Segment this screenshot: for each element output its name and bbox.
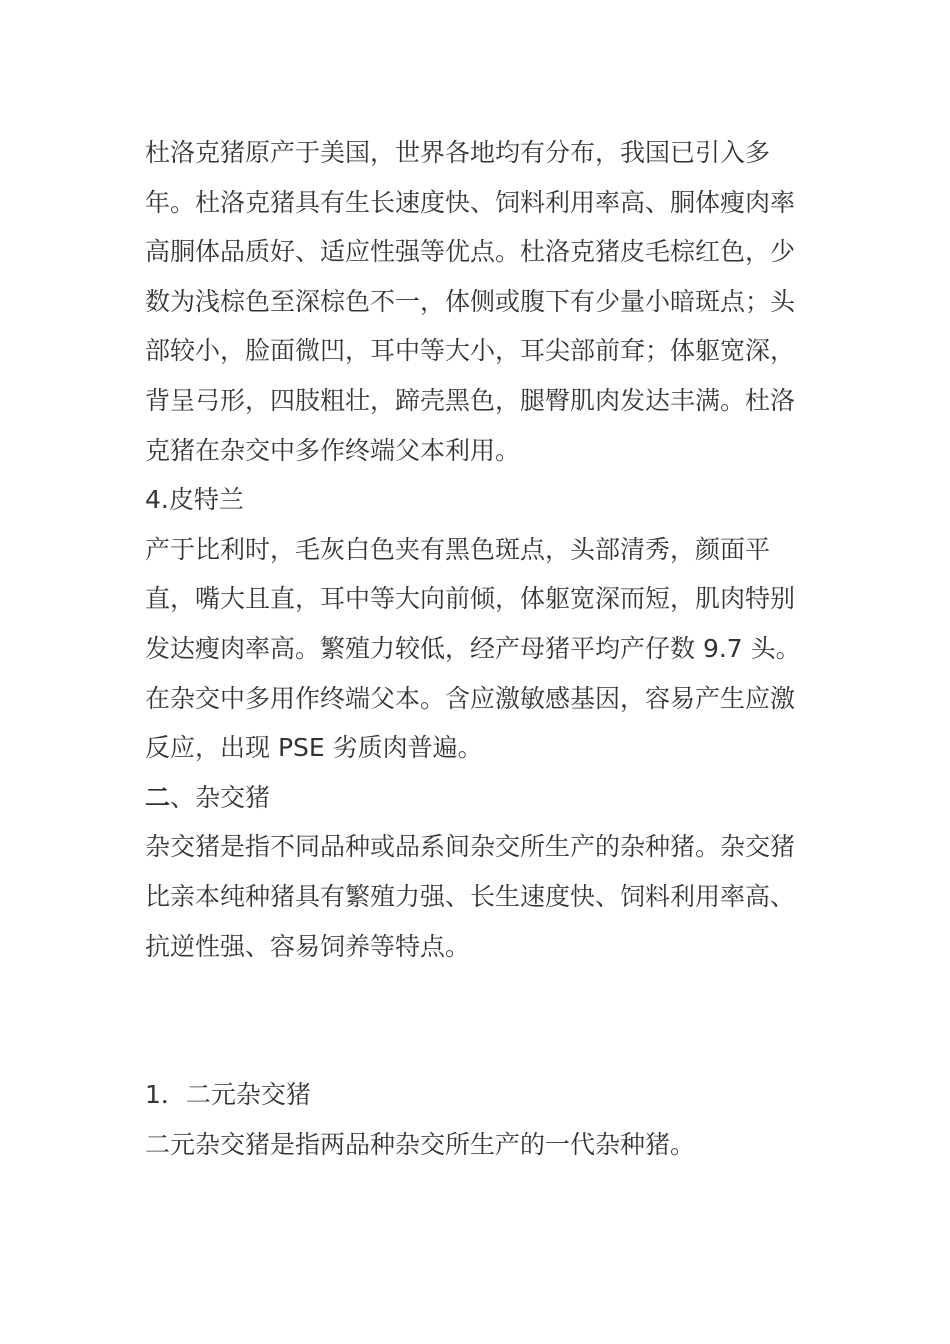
two-way-paragraph: 二元杂交猪是指两品种杂交所生产的一代杂种猪。 xyxy=(145,1129,696,1159)
crossbred-heading-text: 、杂交猪 xyxy=(170,782,271,812)
crossbred-heading-prefix: 二 xyxy=(145,782,171,812)
crossbred-heading xyxy=(145,773,810,823)
two-way-heading: 1．二元杂交猪 xyxy=(145,1080,311,1110)
pietrain-paragraph: 产于比利时，毛灰白色夹有黑色斑点，头部清秀，颜面平直，嘴大且直，耳中等大向前倾，体躯宽深而短，肌肉特别发达瘦肉率高。繁殖力较低，经产母猪平均产仔数 9.7 头。在杂交中多用作终端父本。含应激敏感基因，容易产生应激反应，出现 PSE 劣质肉普遍。 xyxy=(145,534,801,763)
document-page xyxy=(145,128,810,1169)
section-spacer xyxy=(145,971,810,1070)
pietrain-heading: 4.皮特兰 xyxy=(145,485,244,515)
duroc-paragraph: 杜洛克猪原产于美国，世界各地均有分布，我国已引入多年。杜洛克猪具有生长速度快、饲料利用率高、胴体瘦肉率高胴体品质好、适应性强等优点。杜洛克猪皮毛棕红色，少数为浅棕色至深棕色不一，体侧或腹下有少量小暗斑点；头部较小，脸面微凹，耳中等大小，耳尖部前耷；体躯宽深，背呈弓形，四肢粗壮，蹄壳黑色，腿臀肌肉发达丰满。杜洛克猪在杂交中多作终端父本利用。 xyxy=(145,138,796,465)
crossbred-paragraph: 杂交猪是指不同品种或品系间杂交所生产的杂种猪。杂交猪比亲本纯种猪具有繁殖力强、长生速度快、饲料利用率高、抗逆性强、容易饲养等特点。 xyxy=(145,832,796,961)
